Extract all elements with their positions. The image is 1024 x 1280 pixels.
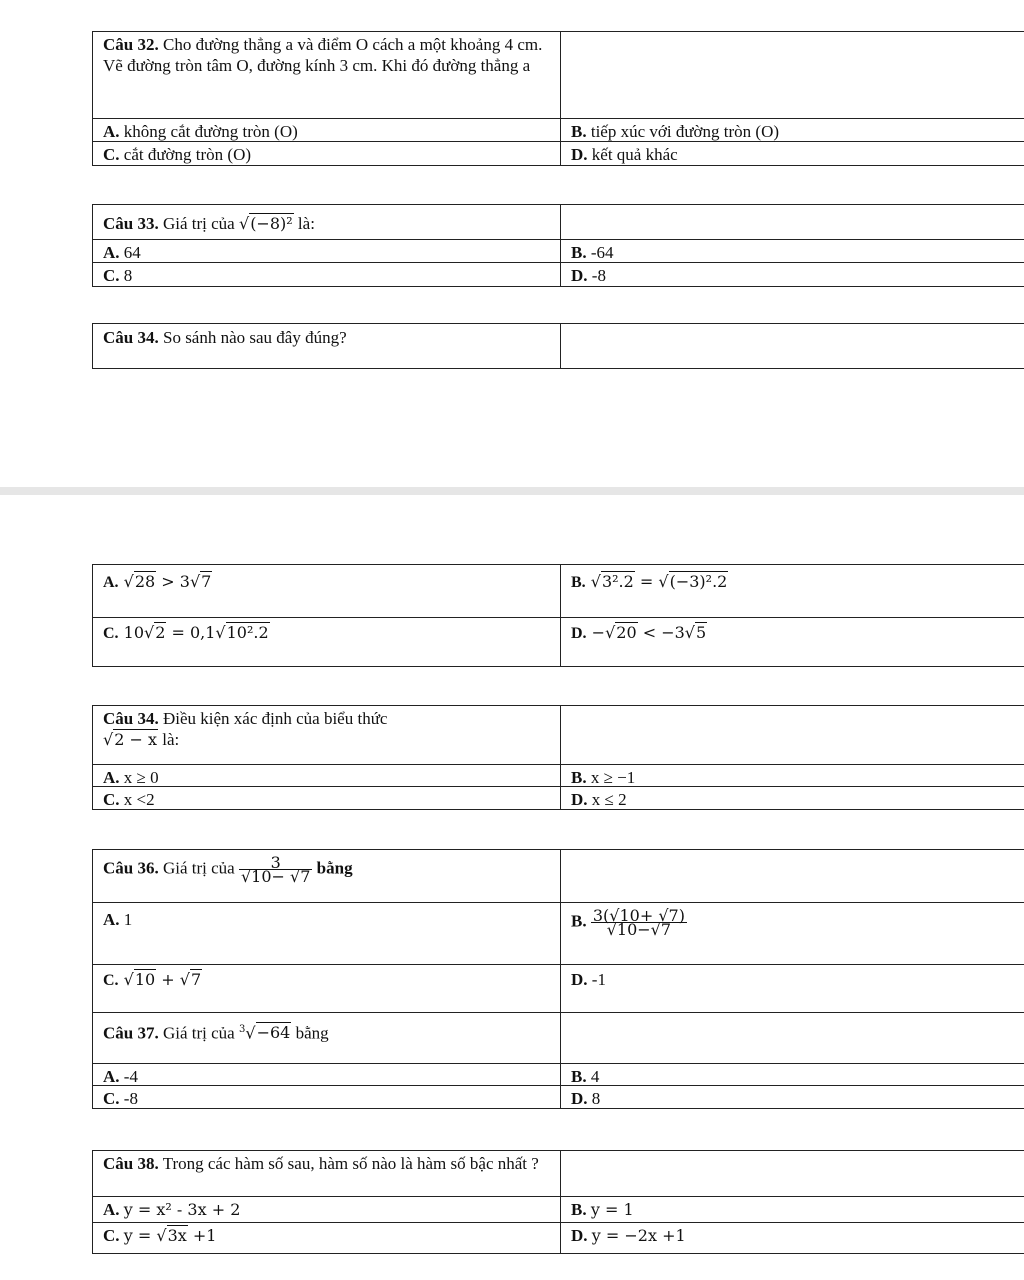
option-a[interactable]: A. x ≥ 0 xyxy=(93,765,561,786)
question-34-stem-table xyxy=(92,323,1024,369)
question-38-stem: Câu 38. Trong các hàm số sau, hàm số nào là hàm số bậc nhất ? xyxy=(93,1151,561,1196)
question-36-stem: Câu 36. Giá trị của $\frac{3}{√10- √7}$ bằng xyxy=(93,850,561,902)
page-break xyxy=(0,487,1024,495)
option-c[interactable]: C. 8 xyxy=(93,263,561,286)
option-c[interactable]: C. 10√2 = 0,1√10².2 xyxy=(93,618,561,666)
option-d[interactable]: D. −√20 < −3√5 xyxy=(571,623,707,642)
option-a[interactable]: A. y = x² - 3x + 2 xyxy=(93,1197,561,1222)
option-d[interactable]: D. kết quả khác xyxy=(571,145,678,164)
option-d[interactable]: D. 8 xyxy=(571,1089,601,1108)
question-33-stem: Câu 33. Giá trị của √(−8)² là: xyxy=(93,205,561,239)
option-c[interactable]: C. x <2 xyxy=(93,787,561,809)
option-a[interactable]: A. √28 > 3√7 xyxy=(93,565,561,617)
option-a[interactable]: A. 64 xyxy=(93,240,561,262)
option-b[interactable]: B. 4 xyxy=(571,1067,600,1086)
option-a[interactable]: A. -4 xyxy=(93,1064,561,1085)
option-d[interactable]: D. y = −2x +1 xyxy=(571,1226,686,1245)
option-c[interactable]: C. -8 xyxy=(93,1086,561,1108)
option-b[interactable]: B. $\frac{3(√10+ √7)}{√10-√7}$ xyxy=(571,906,685,939)
option-b[interactable]: B. y = 1 xyxy=(571,1200,634,1219)
option-a[interactable]: A. 1 xyxy=(93,903,561,964)
question-34b-table xyxy=(92,705,1024,810)
option-c[interactable]: C. √10 + √7 xyxy=(93,965,561,1012)
option-b[interactable]: B. √3².2 = √(−3)².2 xyxy=(571,572,728,591)
option-a[interactable]: A. không cắt đường tròn (O) xyxy=(93,119,561,141)
question-34b-stem: Câu 34. Điều kiện xác định của biểu thức √2 − x là: xyxy=(93,706,561,764)
option-d[interactable]: D. -8 xyxy=(571,266,606,285)
question-label: Câu 32. xyxy=(103,35,159,54)
question-34-stem: Câu 34. So sánh nào sau đây đúng? xyxy=(93,324,561,368)
option-d[interactable]: D. -1 xyxy=(571,970,606,989)
question-32-stem xyxy=(93,32,561,118)
question-33-table xyxy=(92,204,1024,287)
option-b[interactable]: B. x ≥ −1 xyxy=(571,768,636,787)
option-c[interactable]: C. cắt đường tròn (O) xyxy=(93,142,561,165)
question-37-stem: Câu 37. Giá trị của $^3$√−64 bằng xyxy=(93,1013,561,1063)
option-d[interactable]: D. x ≤ 2 xyxy=(571,790,627,809)
option-b[interactable]: B. tiếp xúc với đường tròn (O) xyxy=(571,122,780,141)
question-36-37-table xyxy=(92,849,1024,1109)
question-32-table xyxy=(92,31,1024,166)
option-c[interactable]: C. y = √3x +1 xyxy=(93,1223,561,1253)
question-34-options-table xyxy=(92,564,1024,667)
question-text: Cho đường thẳng a và điểm O cách a một khoảng 4 cm. Vẽ đường tròn tâm O, đường kính 3 cm. Khi đó đường thẳng a xyxy=(103,35,543,75)
option-b[interactable]: B. -64 xyxy=(571,243,614,262)
question-38-table xyxy=(92,1150,1024,1254)
